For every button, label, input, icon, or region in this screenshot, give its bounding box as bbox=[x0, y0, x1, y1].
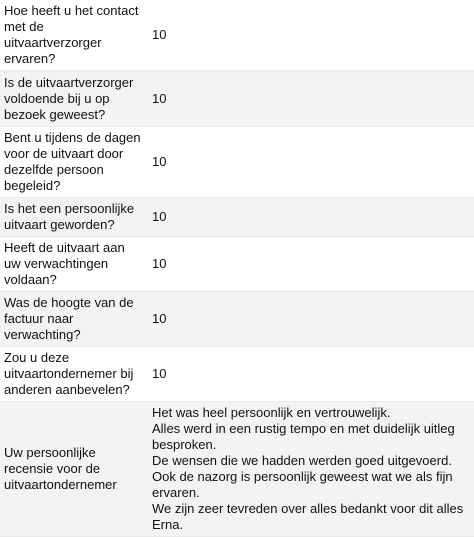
review-text bbox=[148, 402, 474, 537]
table-row bbox=[0, 71, 474, 127]
question-invoice: Was de hoogte van de factuur naar verwachting? bbox=[0, 292, 148, 347]
table-row bbox=[0, 347, 474, 402]
table-row bbox=[0, 198, 474, 237]
table-row bbox=[0, 127, 474, 198]
score-personal: 10 bbox=[148, 198, 474, 237]
table-row bbox=[0, 0, 474, 71]
question-visits: Is de uitvaartverzorger voldoende bij u op bezoek geweest? bbox=[0, 71, 148, 127]
score-recommend: 10 bbox=[148, 347, 474, 402]
review-body: Het was heel persoonlijk en vertrouwelijk. Alles werd in een rustig tempo en met duidelijk uitleg besproken. De wensen die we hadden werden goed uitgevoerd. Ook de nazorg is persoonlijk geweest wat we als fijn ervaren. We zijn zeer tevreden over alles bedankt voor dit alles Erna. bbox=[152, 405, 464, 532]
question-recommend: Zou u deze uitvaartondernemer bij anderen aanbevelen? bbox=[0, 347, 148, 402]
table-row bbox=[0, 292, 474, 347]
question-review: Uw persoonlijke recensie voor de uitvaartondernemer bbox=[0, 402, 148, 537]
score-expectations: 10 bbox=[148, 237, 474, 292]
score-contact: 10 bbox=[148, 0, 474, 71]
question-expectations: Heeft de uitvaart aan uw verwachtingen voldaan? bbox=[0, 237, 148, 292]
table-row bbox=[0, 402, 474, 537]
question-personal: Is het een persoonlijke uitvaart geworden? bbox=[0, 198, 148, 237]
score-same-person: 10 bbox=[148, 127, 474, 198]
question-same-person: Bent u tijdens de dagen voor de uitvaart door dezelfde persoon begeleid? bbox=[0, 127, 148, 198]
question-contact: Hoe heeft u het contact met de uitvaartverzorger ervaren? bbox=[0, 0, 148, 71]
score-invoice: 10 bbox=[148, 292, 474, 347]
table-row bbox=[0, 237, 474, 292]
score-visits: 10 bbox=[148, 71, 474, 127]
